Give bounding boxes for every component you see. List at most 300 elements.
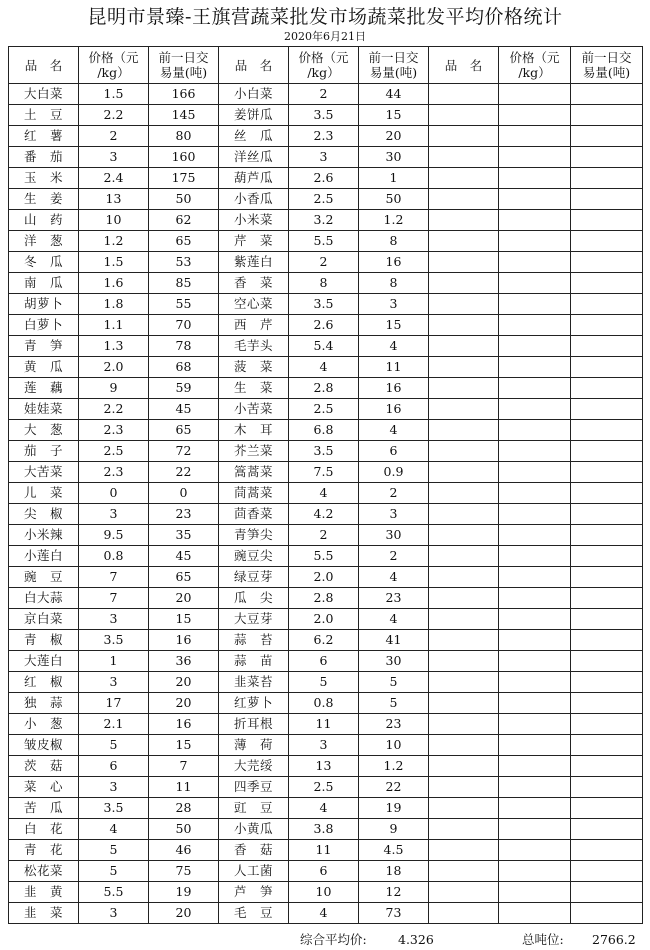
cell-price: 3.5	[289, 441, 359, 462]
cell-volume: 75	[149, 861, 219, 882]
cell-name: 篙蒿菜	[219, 462, 289, 483]
empty-cell	[499, 441, 571, 462]
table-row	[9, 735, 643, 756]
cell-name: 青 椒	[9, 630, 79, 651]
cell-name: 青 笋	[9, 336, 79, 357]
table-row	[9, 441, 643, 462]
cell-price: 10	[289, 882, 359, 903]
table-row	[9, 672, 643, 693]
empty-cell	[499, 168, 571, 189]
cell-price: 6.2	[289, 630, 359, 651]
empty-cell	[499, 252, 571, 273]
empty-cell	[499, 861, 571, 882]
table-row	[9, 567, 643, 588]
cell-volume: 12	[359, 882, 429, 903]
empty-cell	[499, 336, 571, 357]
cell-name: 人工菌	[219, 861, 289, 882]
cell-volume: 5	[359, 693, 429, 714]
empty-cell	[429, 420, 499, 441]
table-row	[9, 483, 643, 504]
cell-volume: 59	[149, 378, 219, 399]
header-price-1: 价格（元 /kg）	[79, 47, 149, 84]
table-row	[9, 420, 643, 441]
cell-volume: 145	[149, 105, 219, 126]
cell-name: 豌 豆	[9, 567, 79, 588]
cell-price: 9.5	[79, 525, 149, 546]
cell-name: 西 芹	[219, 315, 289, 336]
cell-price: 5	[79, 861, 149, 882]
empty-cell	[499, 567, 571, 588]
cell-price: 13	[289, 756, 359, 777]
cell-name: 小米菜	[219, 210, 289, 231]
cell-price: 2.5	[289, 189, 359, 210]
empty-cell	[429, 231, 499, 252]
empty-cell	[429, 609, 499, 630]
cell-volume: 72	[149, 441, 219, 462]
cell-name: 胡萝卜	[9, 294, 79, 315]
cell-volume: 30	[359, 525, 429, 546]
cell-price: 4.2	[289, 504, 359, 525]
empty-cell	[571, 84, 643, 105]
cell-name: 大白菜	[9, 84, 79, 105]
table-row	[9, 588, 643, 609]
header-price-2: 价格（元 /kg）	[289, 47, 359, 84]
empty-cell	[571, 861, 643, 882]
cell-price: 3.5	[289, 294, 359, 315]
empty-cell	[499, 819, 571, 840]
empty-cell	[429, 357, 499, 378]
header-name-2: 品 名	[219, 47, 289, 84]
cell-price: 5.5	[289, 231, 359, 252]
cell-volume: 160	[149, 147, 219, 168]
empty-cell	[499, 525, 571, 546]
cell-volume: 20	[149, 693, 219, 714]
cell-volume: 18	[359, 861, 429, 882]
empty-cell	[499, 231, 571, 252]
table-row	[9, 693, 643, 714]
header-volume-2: 前一日交 易量(吨)	[359, 47, 429, 84]
empty-cell	[571, 882, 643, 903]
empty-cell	[429, 462, 499, 483]
table-row	[9, 819, 643, 840]
cell-name: 绿豆芽	[219, 567, 289, 588]
cell-name: 大豆芽	[219, 609, 289, 630]
cell-price: 17	[79, 693, 149, 714]
cell-volume: 73	[359, 903, 429, 924]
cell-name: 芹 菜	[219, 231, 289, 252]
empty-cell	[571, 630, 643, 651]
empty-cell	[571, 315, 643, 336]
cell-name: 儿 菜	[9, 483, 79, 504]
cell-volume: 23	[359, 714, 429, 735]
cell-price: 2.3	[289, 126, 359, 147]
empty-cell	[571, 798, 643, 819]
cell-price: 1.5	[79, 84, 149, 105]
cell-name: 茨 菇	[9, 756, 79, 777]
empty-cell	[499, 147, 571, 168]
cell-price: 4	[289, 798, 359, 819]
empty-cell	[571, 336, 643, 357]
cell-price: 5	[289, 672, 359, 693]
table-row	[9, 231, 643, 252]
empty-cell	[429, 672, 499, 693]
cell-volume: 19	[149, 882, 219, 903]
cell-price: 2.4	[79, 168, 149, 189]
cell-name: 白大蒜	[9, 588, 79, 609]
cell-price: 4	[289, 357, 359, 378]
empty-cell	[429, 588, 499, 609]
cell-name: 豇 豆	[219, 798, 289, 819]
cell-price: 6	[289, 651, 359, 672]
cell-name: 青笋尖	[219, 525, 289, 546]
cell-name: 韭 菜	[9, 903, 79, 924]
empty-cell	[429, 861, 499, 882]
report-date: 2020年6月21日	[284, 30, 366, 43]
empty-cell	[571, 903, 643, 924]
cell-price: 2.6	[289, 315, 359, 336]
empty-cell	[499, 84, 571, 105]
empty-cell	[571, 189, 643, 210]
cell-price: 5.5	[289, 546, 359, 567]
empty-cell	[499, 126, 571, 147]
cell-price: 2.8	[289, 588, 359, 609]
empty-cell	[571, 462, 643, 483]
empty-cell	[429, 903, 499, 924]
cell-volume: 4	[359, 567, 429, 588]
cell-name: 韭菜苔	[219, 672, 289, 693]
header-volume-1: 前一日交 易量(吨)	[149, 47, 219, 84]
cell-volume: 62	[149, 210, 219, 231]
empty-cell	[571, 777, 643, 798]
cell-price: 3	[79, 504, 149, 525]
cell-volume: 166	[149, 84, 219, 105]
cell-volume: 45	[149, 546, 219, 567]
empty-cell	[429, 483, 499, 504]
empty-cell	[499, 588, 571, 609]
cell-name: 芦 笋	[219, 882, 289, 903]
cell-price: 3.5	[79, 798, 149, 819]
cell-name: 莲 藕	[9, 378, 79, 399]
table-row	[9, 462, 643, 483]
cell-name: 大 葱	[9, 420, 79, 441]
empty-cell	[571, 420, 643, 441]
cell-price: 2.0	[289, 609, 359, 630]
cell-price: 5	[79, 735, 149, 756]
table-row	[9, 336, 643, 357]
cell-volume: 16	[359, 252, 429, 273]
empty-cell	[571, 399, 643, 420]
cell-price: 1.1	[79, 315, 149, 336]
header-volume-3: 前一日交 易量(吨)	[571, 47, 643, 84]
table-row	[9, 273, 643, 294]
cell-name: 红 薯	[9, 126, 79, 147]
empty-cell	[429, 84, 499, 105]
cell-volume: 3	[359, 504, 429, 525]
empty-cell	[429, 525, 499, 546]
empty-cell	[429, 399, 499, 420]
cell-volume: 35	[149, 525, 219, 546]
cell-name: 大苦菜	[9, 462, 79, 483]
empty-cell	[571, 819, 643, 840]
empty-cell	[429, 567, 499, 588]
cell-name: 菜 心	[9, 777, 79, 798]
cell-name: 蒜 苗	[219, 651, 289, 672]
table-row	[9, 630, 643, 651]
cell-price: 2.6	[289, 168, 359, 189]
cell-price: 2.2	[79, 399, 149, 420]
cell-price: 3.5	[289, 105, 359, 126]
empty-cell	[429, 147, 499, 168]
page-title: 昆明市景臻-王旗营蔬菜批发市场蔬菜批发平均价格统计	[87, 6, 563, 28]
cell-price: 1.3	[79, 336, 149, 357]
cell-name: 蒜 苔	[219, 630, 289, 651]
empty-cell	[499, 357, 571, 378]
table-row	[9, 84, 643, 105]
cell-price: 10	[79, 210, 149, 231]
empty-cell	[499, 609, 571, 630]
cell-price: 2.5	[289, 399, 359, 420]
cell-name: 毛 豆	[219, 903, 289, 924]
cell-name: 山 药	[9, 210, 79, 231]
cell-price: 9	[79, 378, 149, 399]
cell-name: 小苦菜	[219, 399, 289, 420]
cell-price: 4	[289, 903, 359, 924]
empty-cell	[499, 735, 571, 756]
empty-cell	[429, 189, 499, 210]
table-row	[9, 756, 643, 777]
cell-volume: 15	[359, 105, 429, 126]
cell-price: 8	[289, 273, 359, 294]
cell-name: 薄 荷	[219, 735, 289, 756]
cell-name: 香 菇	[219, 840, 289, 861]
table-row	[9, 399, 643, 420]
cell-volume: 19	[359, 798, 429, 819]
cell-name: 紫莲白	[219, 252, 289, 273]
empty-cell	[571, 105, 643, 126]
empty-cell	[499, 693, 571, 714]
cell-volume: 78	[149, 336, 219, 357]
cell-price: 5.5	[79, 882, 149, 903]
empty-cell	[499, 504, 571, 525]
empty-cell	[571, 735, 643, 756]
footer-total-value: 2766.2	[592, 932, 636, 947]
cell-volume: 65	[149, 420, 219, 441]
empty-cell	[429, 714, 499, 735]
cell-volume: 15	[149, 735, 219, 756]
table-row	[9, 504, 643, 525]
cell-volume: 8	[359, 231, 429, 252]
empty-cell	[499, 315, 571, 336]
footer-total-label: 总吨位:	[522, 932, 564, 947]
empty-cell	[571, 714, 643, 735]
cell-volume: 65	[149, 231, 219, 252]
empty-cell	[429, 651, 499, 672]
cell-volume: 2	[359, 546, 429, 567]
cell-name: 红 椒	[9, 672, 79, 693]
cell-volume: 11	[359, 357, 429, 378]
cell-name: 青 花	[9, 840, 79, 861]
empty-cell	[429, 756, 499, 777]
empty-cell	[571, 672, 643, 693]
cell-price: 1.6	[79, 273, 149, 294]
empty-cell	[499, 483, 571, 504]
empty-cell	[499, 882, 571, 903]
cell-volume: 0	[149, 483, 219, 504]
cell-volume: 22	[359, 777, 429, 798]
cell-volume: 28	[149, 798, 219, 819]
empty-cell	[499, 672, 571, 693]
cell-volume: 65	[149, 567, 219, 588]
cell-volume: 41	[359, 630, 429, 651]
cell-name: 京白菜	[9, 609, 79, 630]
cell-name: 大芫绥	[219, 756, 289, 777]
cell-volume: 2	[359, 483, 429, 504]
cell-volume: 16	[149, 714, 219, 735]
cell-volume: 11	[149, 777, 219, 798]
empty-cell	[571, 546, 643, 567]
empty-cell	[429, 546, 499, 567]
cell-price: 2.0	[79, 357, 149, 378]
cell-name: 小香瓜	[219, 189, 289, 210]
table-row	[9, 168, 643, 189]
cell-name: 松花菜	[9, 861, 79, 882]
cell-price: 3.8	[289, 819, 359, 840]
cell-volume: 80	[149, 126, 219, 147]
cell-price: 2.5	[289, 777, 359, 798]
cell-price: 5.4	[289, 336, 359, 357]
cell-name: 茼蒿菜	[219, 483, 289, 504]
cell-name: 菠 菜	[219, 357, 289, 378]
table-row	[9, 315, 643, 336]
table-row	[9, 378, 643, 399]
cell-volume: 4	[359, 609, 429, 630]
cell-price: 3	[79, 609, 149, 630]
empty-cell	[429, 126, 499, 147]
table-row	[9, 861, 643, 882]
cell-price: 2.2	[79, 105, 149, 126]
cell-volume: 46	[149, 840, 219, 861]
cell-name: 茴香菜	[219, 504, 289, 525]
cell-name: 茄 子	[9, 441, 79, 462]
table-row	[9, 147, 643, 168]
empty-cell	[429, 441, 499, 462]
cell-volume: 53	[149, 252, 219, 273]
empty-cell	[571, 609, 643, 630]
empty-cell	[429, 210, 499, 231]
cell-name: 娃娃菜	[9, 399, 79, 420]
cell-price: 2	[289, 84, 359, 105]
empty-cell	[429, 735, 499, 756]
header-name-3: 品 名	[429, 47, 499, 84]
empty-cell	[499, 651, 571, 672]
empty-cell	[429, 777, 499, 798]
cell-name: 折耳根	[219, 714, 289, 735]
table-row	[9, 210, 643, 231]
empty-cell	[571, 147, 643, 168]
cell-price: 1.8	[79, 294, 149, 315]
cell-name: 黄 瓜	[9, 357, 79, 378]
table-row	[9, 840, 643, 861]
empty-cell	[571, 273, 643, 294]
empty-cell	[499, 798, 571, 819]
empty-cell	[429, 504, 499, 525]
table-row	[9, 651, 643, 672]
empty-cell	[571, 567, 643, 588]
cell-price: 2.1	[79, 714, 149, 735]
cell-name: 豌豆尖	[219, 546, 289, 567]
cell-name: 香 菜	[219, 273, 289, 294]
cell-name: 葫芦瓜	[219, 168, 289, 189]
table-row	[9, 105, 643, 126]
empty-cell	[571, 252, 643, 273]
empty-cell	[571, 357, 643, 378]
table-row	[9, 546, 643, 567]
table-row	[9, 798, 643, 819]
empty-cell	[571, 378, 643, 399]
empty-cell	[499, 903, 571, 924]
cell-volume: 4	[359, 420, 429, 441]
cell-volume: 23	[149, 504, 219, 525]
cell-price: 1	[79, 651, 149, 672]
cell-price: 11	[289, 714, 359, 735]
cell-price: 2.5	[79, 441, 149, 462]
empty-cell	[429, 882, 499, 903]
cell-price: 2.0	[289, 567, 359, 588]
cell-volume: 9	[359, 819, 429, 840]
cell-price: 3.2	[289, 210, 359, 231]
table-row	[9, 126, 643, 147]
cell-price: 5	[79, 840, 149, 861]
table-row	[9, 357, 643, 378]
empty-cell	[571, 840, 643, 861]
cell-volume: 15	[149, 609, 219, 630]
cell-volume: 16	[149, 630, 219, 651]
cell-price: 6	[289, 861, 359, 882]
table-row	[9, 903, 643, 924]
cell-volume: 20	[359, 126, 429, 147]
table-row	[9, 294, 643, 315]
cell-name: 毛芋头	[219, 336, 289, 357]
empty-cell	[499, 399, 571, 420]
empty-cell	[499, 210, 571, 231]
cell-volume: 70	[149, 315, 219, 336]
cell-volume: 50	[149, 819, 219, 840]
cell-volume: 55	[149, 294, 219, 315]
empty-cell	[571, 231, 643, 252]
cell-name: 尖 椒	[9, 504, 79, 525]
cell-volume: 20	[149, 903, 219, 924]
empty-cell	[571, 504, 643, 525]
cell-name: 小 葱	[9, 714, 79, 735]
cell-volume: 1.2	[359, 756, 429, 777]
empty-cell	[571, 693, 643, 714]
cell-price: 4	[79, 819, 149, 840]
cell-name: 冬 瓜	[9, 252, 79, 273]
cell-name: 小白菜	[219, 84, 289, 105]
empty-cell	[429, 105, 499, 126]
cell-price: 0.8	[289, 693, 359, 714]
empty-cell	[499, 546, 571, 567]
cell-volume: 4.5	[359, 840, 429, 861]
cell-volume: 16	[359, 399, 429, 420]
cell-volume: 16	[359, 378, 429, 399]
empty-cell	[499, 420, 571, 441]
cell-volume: 30	[359, 651, 429, 672]
cell-price: 7	[79, 588, 149, 609]
empty-cell	[571, 756, 643, 777]
cell-volume: 15	[359, 315, 429, 336]
cell-name: 姜饼瓜	[219, 105, 289, 126]
